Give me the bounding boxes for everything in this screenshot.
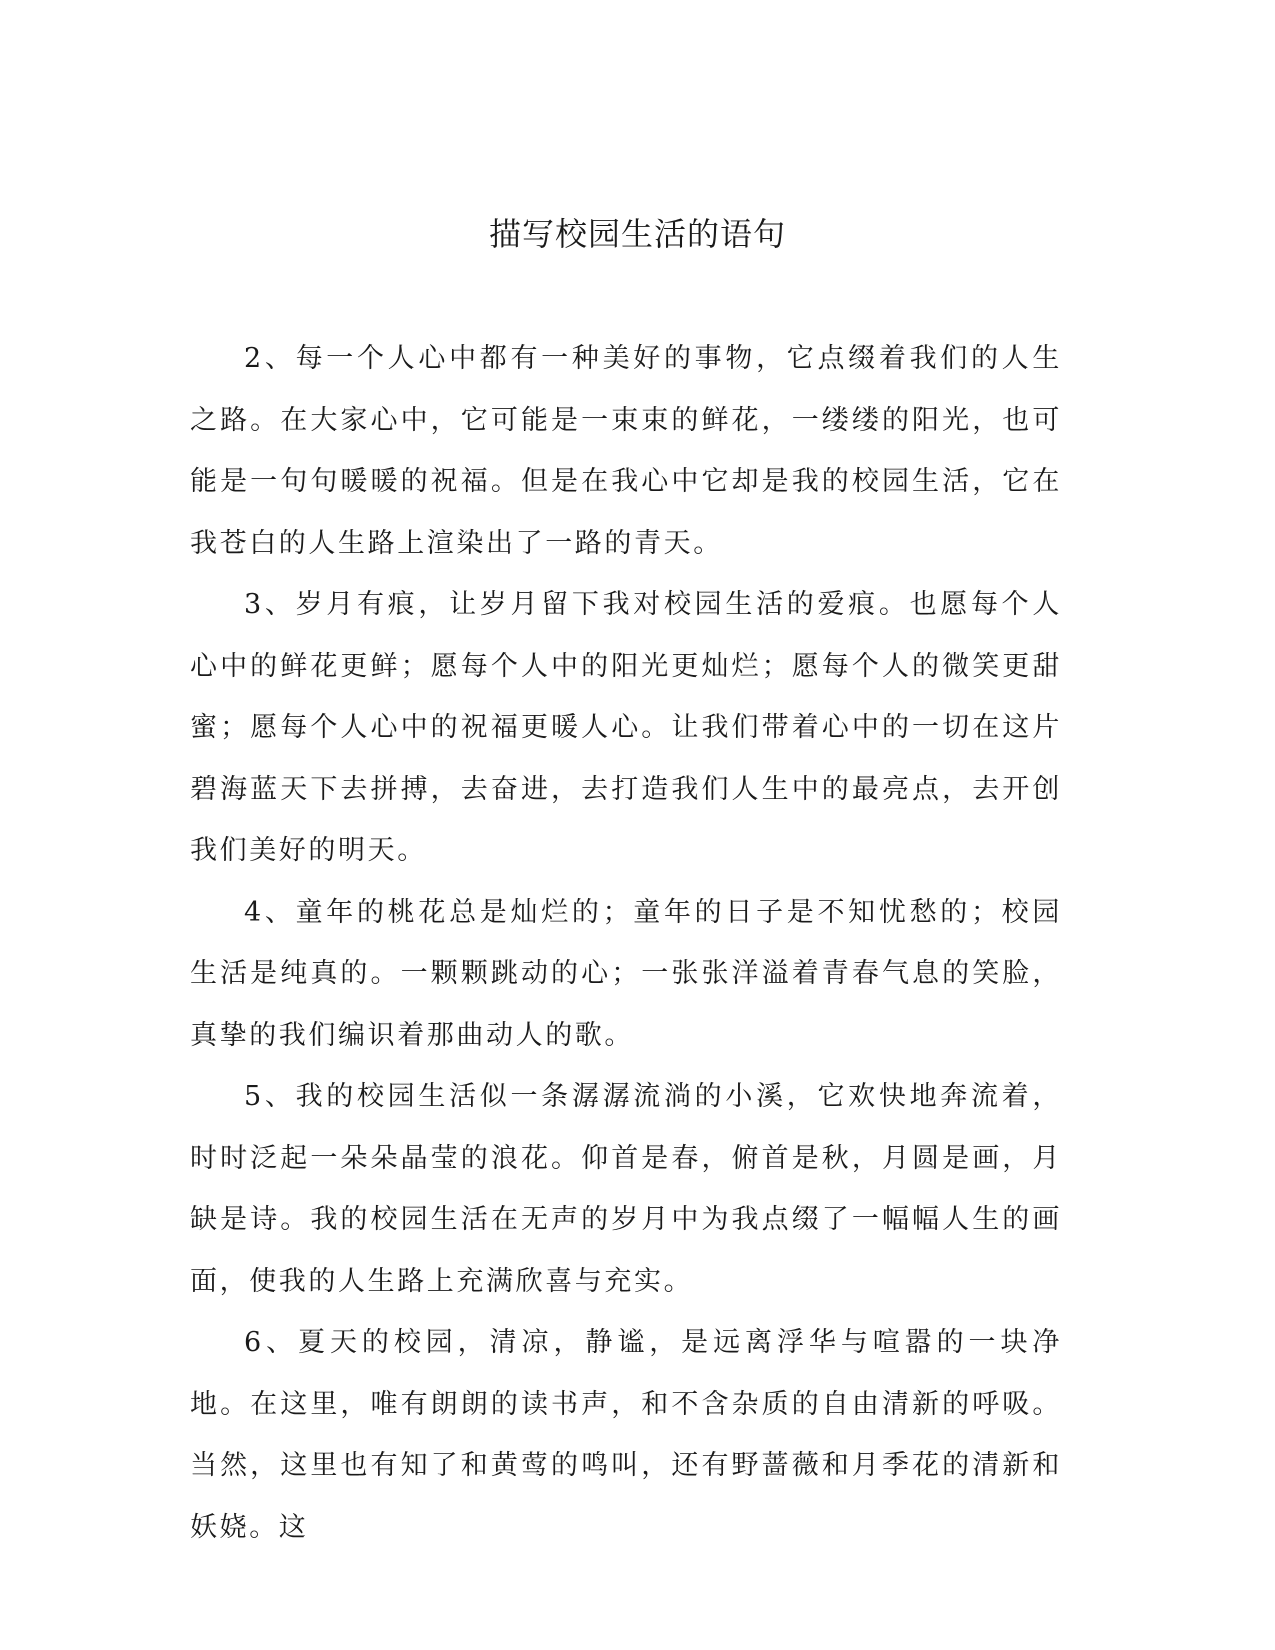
paragraph-2: 2、每一个人心中都有一种美好的事物，它点缀着我们的人生之路。在大家心中，它可能是一束束的鲜花，一缕缕的阳光，也可能是一句句暖暖的祝福。但是在我心中它却是我的校园生活，它在我苍白的人生路上渲染出了一路的青天。 [190,343,1062,559]
document-body [190,328,1062,1558]
paragraph-3: 3、岁月有痕，让岁月留下我对校园生活的爱痕。也愿每个人心中的鲜花更鲜；愿每个人中的阳光更灿烂；愿每个人的微笑更甜蜜；愿每个人心中的祝福更暖人心。让我们带着心中的一切在这片碧海蓝天下去拼搏，去奋进，去打造我们人生中的最亮点，去开创我们美好的明天。 [190,589,1062,866]
paragraph-4: 4、童年的桃花总是灿烂的；童年的日子是不知忧愁的；校园生活是纯真的。一颗颗跳动的心；一张张洋溢着青春气息的笑脸，真挚的我们编识着那曲动人的歌。 [190,896,1062,1051]
paragraph-6: 6、夏天的校园，清凉，静谧，是远离浮华与喧嚣的一块净地。在这里，唯有朗朗的读书声，和不含杂质的自由清新的呼吸。当然，这里也有知了和黄莺的鸣叫，还有野蔷薇和月季花的清新和妖娆。这 [190,1327,1062,1543]
document-title: 描写校园生活的语句 [488,215,786,253]
paragraph-5: 5、我的校园生活似一条潺潺流淌的小溪，它欢快地奔流着，时时泛起一朵朵晶莹的浪花。仰首是春，俯首是秋，月圆是画，月缺是诗。我的校园生活在无声的岁月中为我点缀了一幅幅人生的画面，使我的人生路上充满欣喜与充实。 [190,1081,1062,1297]
